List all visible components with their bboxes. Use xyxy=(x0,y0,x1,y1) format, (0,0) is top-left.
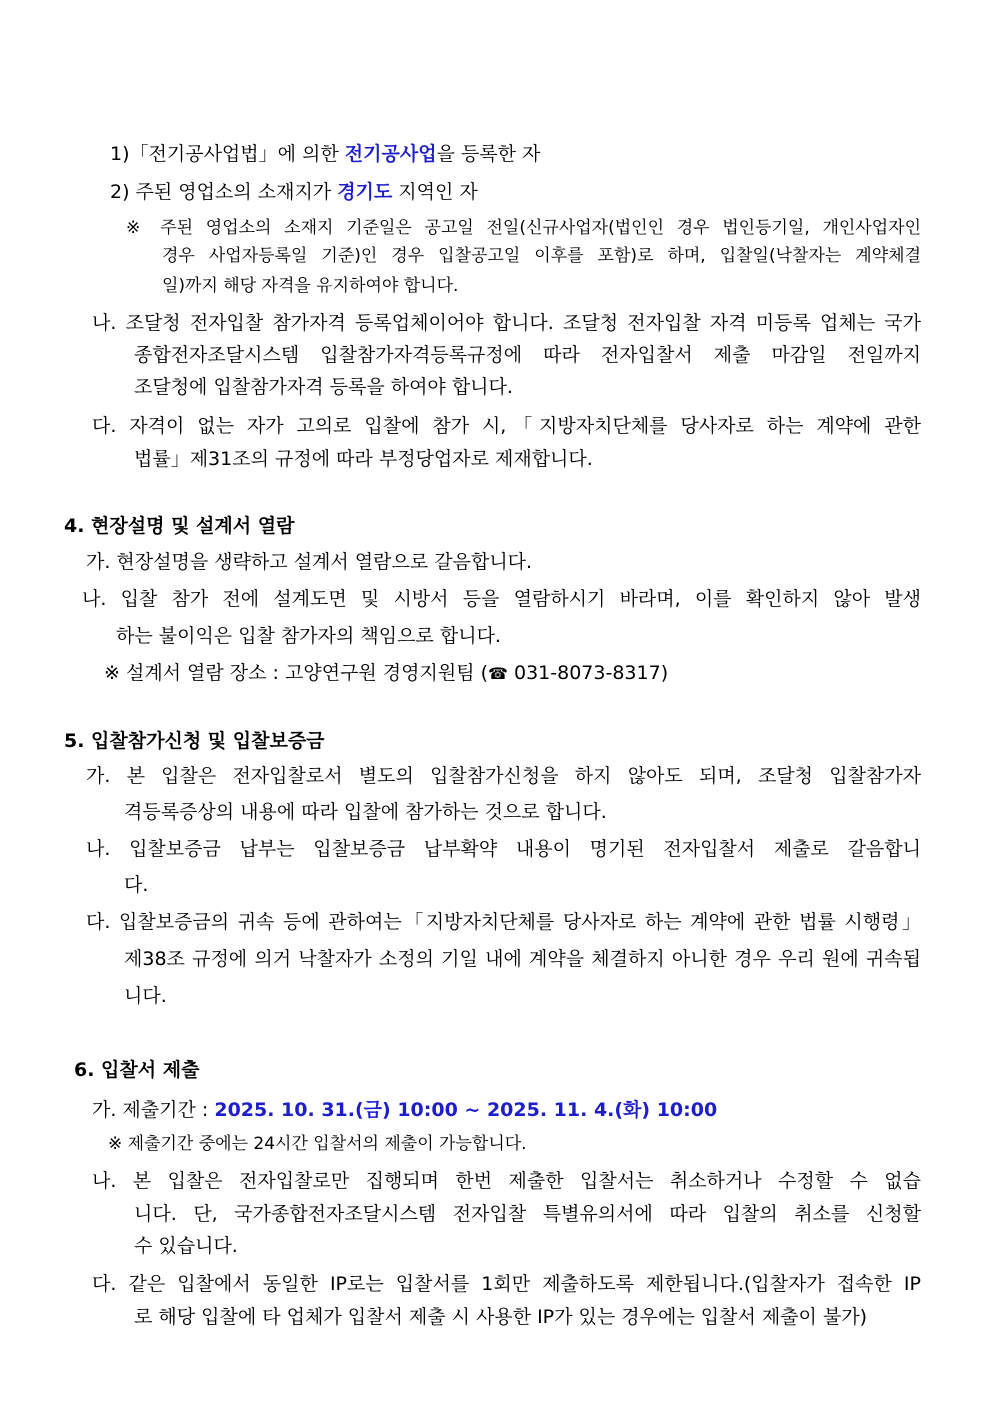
paragraph-line: 조달청에 입찰참가자격 등록을 하여야 합니다. xyxy=(134,376,513,398)
phone-icon: ☎ xyxy=(488,664,508,683)
paragraph-line: 격등록증상의 내용에 따라 입찰에 참가하는 것으로 합니다. xyxy=(124,801,607,823)
item-text: 지역인 자 xyxy=(392,181,478,203)
paragraph-line: 나. 본 입찰은 전자입찰로만 집행되며 한번 제출한 입찰서는 취소하거나 수정할 수 없습 xyxy=(92,1170,921,1192)
note-text: ※ 설계서 열람 장소 : 고양연구원 경영지원팀 ( xyxy=(104,662,489,684)
section-heading: 6. 입찰서 제출 xyxy=(74,1059,200,1081)
item-text: 1)「전기공사업법」에 의한 xyxy=(110,143,345,165)
note-line: ※ 주된 영업소의 소재지 기준일은 공고일 전일(신규사업자(법인인 경우 법인등기일, 개인사업자인 xyxy=(126,218,921,238)
item-text: 을 등록한 자 xyxy=(436,143,541,165)
paragraph-line: 다. 입찰보증금의 귀속 등에 관하여는「지방자치단체를 당사자로 하는 계약에 관한 법률 시행령」 xyxy=(86,911,921,933)
paragraph-line: 가. 본 입찰은 전자입찰로서 별도의 입찰참가신청을 하지 않아도 되며, 조달청 입찰참가자 xyxy=(86,765,921,787)
paragraph-line: 수 있습니다. xyxy=(134,1235,238,1257)
paragraph-line: 제38조 규정에 의거 낙찰자가 소정의 기일 내에 계약을 체결하지 아니한 경우 우리 원에 귀속됩 xyxy=(124,948,921,970)
phone-number: 031-8073-8317) xyxy=(507,662,669,684)
paragraph-line: 가. 현장설명을 생략하고 설계서 열람으로 갈음합니다. xyxy=(86,551,533,573)
paragraph-line: 나. 입찰 참가 전에 설계도면 및 시방서 등을 열람하시기 바라며, 이를 확인하지 않아 발생 xyxy=(82,588,921,610)
submission-period xyxy=(92,1098,717,1122)
period-label: 가. 제출기간 : xyxy=(92,1099,215,1121)
note-line: 경우 사업자등록일 기준)인 경우 입찰공고일 이후를 포함)로 하며, 입찰일(낙찰자는 계약체결 xyxy=(162,246,921,266)
section-heading: 5. 입찰참가신청 및 입찰보증금 xyxy=(64,730,325,752)
paragraph-line: 다. 자격이 없는 자가 고의로 입찰에 참가 시,「지방자치단체를 당사자로 하는 계약에 관한 xyxy=(92,415,921,437)
section-heading: 4. 현장설명 및 설계서 열람 xyxy=(64,515,295,537)
inspection-location-note xyxy=(104,661,668,686)
paragraph-line: 니다. 단, 국가종합전자조달시스템 전자입찰 특별유의서에 따라 입찰의 취소를 신청할 xyxy=(134,1203,921,1225)
paragraph-line: 나. 입찰보증금 납부는 입찰보증금 납부확약 내용이 명기된 전자입찰서 제출로 갈음합니 xyxy=(86,838,921,860)
highlight-business-type: 전기공사업 xyxy=(344,143,437,165)
qualification-item-2 xyxy=(110,180,478,204)
paragraph-line: 종합전자조달시스템 입찰참가자격등록규정에 따라 전자입찰서 제출 마감일 전일까지 xyxy=(134,344,921,366)
paragraph-line: 나. 조달청 전자입찰 참가자격 등록업체이어야 합니다. 조달청 전자입찰 자격 미등록 업체는 국가 xyxy=(92,312,921,334)
paragraph-line: 다. 같은 입찰에서 동일한 IP로는 입찰서를 1회만 제출하도록 제한됩니다.(입찰자가 접속한 IP xyxy=(92,1273,921,1295)
paragraph-line: 로 해당 입찰에 타 업체가 입찰서 제출 시 사용한 IP가 있는 경우에는 입찰서 제출이 불가) xyxy=(134,1306,868,1328)
paragraph-line: 니다. xyxy=(124,985,167,1007)
paragraph-line: 법률」제31조의 규정에 따라 부정당업자로 제재합니다. xyxy=(134,448,593,470)
note-line: 일)까지 해당 자격을 유지하여야 합니다. xyxy=(162,276,459,296)
period-dates: 2025. 10. 31.(금) 10:00 ~ 2025. 11. 4.(화) 10:00 xyxy=(214,1099,718,1121)
paragraph-line: 다. xyxy=(124,874,149,896)
note-line: ※ 제출기간 중에는 24시간 입찰서의 제출이 가능합니다. xyxy=(108,1134,527,1154)
highlight-region: 경기도 xyxy=(337,181,393,203)
item-text: 2) 주된 영업소의 소재지가 xyxy=(110,181,338,203)
paragraph-line: 하는 불이익은 입찰 참가자의 책임으로 합니다. xyxy=(116,625,501,647)
qualification-item-1 xyxy=(110,142,540,166)
